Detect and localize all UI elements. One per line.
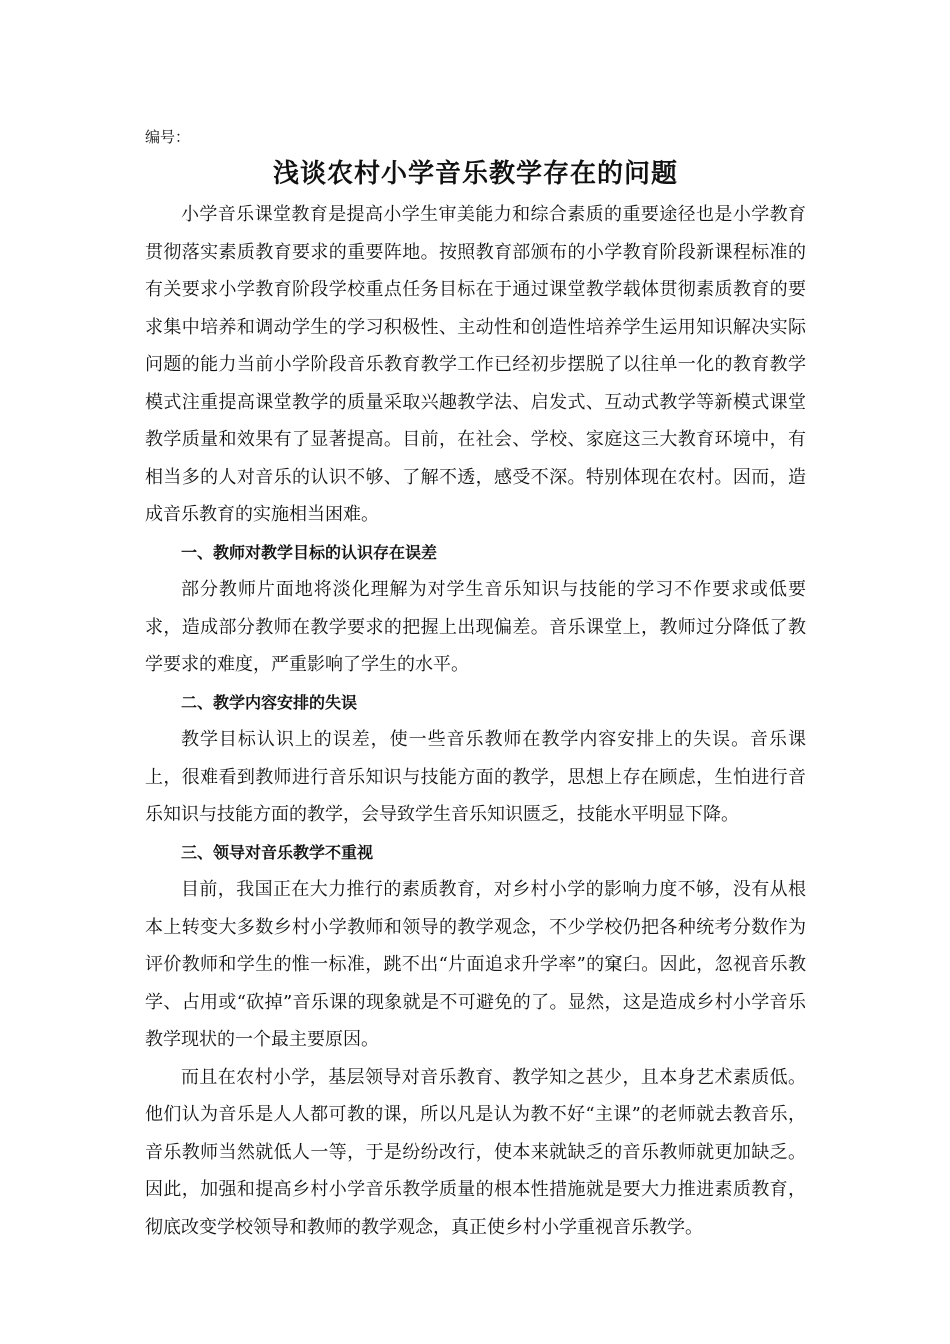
section-paragraph-3b: 而且在农村小学，基层领导对音乐教育、教学知之甚少，且本身艺术素质低。他们认为音乐是人人都可教的课，所以凡是认为教不好“主课”的老师就去教音乐，音乐教师当然就低人一等，于是纷纷改行，使本来就缺乏的音乐教师就更加缺乏。因此，加强和提高乡村小学音乐教学质量的根本性措施就是要大力推进素质教育，彻底改变学校领导和教师的教学观念，真正使乡村小学重视音乐教学。 <box>145 1066 806 1238</box>
section-heading-1: 一、教师对教学目标的认识存在误差 <box>181 542 438 562</box>
document-number-label: 编号： <box>145 128 191 146</box>
section-paragraph-3a: 目前，我国正在大力推行的素质教育，对乡村小学的影响力度不够，没有从根本上转变大多数乡村小学教师和领导的教学观念，不少学校仍把各种统考分数作为评价教师和学生的惟一标准，跳不出“片面追求升学率”的窠臼。因此，忽视音乐教学、占用或“砍掉”音乐课的现象就是不可避免的了。显然，这是造成乡村小学音乐教学现状的一个最主要原因。 <box>145 879 806 1050</box>
document-title: 浅谈农村小学音乐教学存在的问题 <box>272 159 678 189</box>
section-paragraph-2: 教学目标认识上的误差，使一些音乐教师在教学内容安排上的失误。音乐课上，很难看到教师进行音乐知识与技能方面的教学，思想上存在顾虑，生怕进行音乐知识与技能方面的教学，会导致学生音乐知识匮乏，技能水平明显下降。 <box>145 729 806 825</box>
document-page <box>145 126 806 1246</box>
section-heading-2: 二、教学内容安排的失误 <box>181 692 358 712</box>
section-heading-3: 三、领导对音乐教学不重视 <box>181 842 374 862</box>
intro-paragraph: 小学音乐课堂教育是提高小学生审美能力和综合素质的重要途径也是小学教育贯彻落实素质教育要求的重要阵地。按照教育部颁布的小学教育阶段新课程标准的有关要求小学教育阶段学校重点任务目标在于通过课堂教学载体贯彻素质教育的要求集中培养和调动学生的学习积极性、主动性和创造性培养学生运用知识解决实际问题的能力当前小学阶段音乐教育教学工作已经初步摆脱了以往单一化的教育教学模式注重提高课堂教学的质量采取兴趣教学法、启发式、互动式教学等新模式课堂教学质量和效果有了显著提高。目前，在社会、学校、家庭这三大教育环境中，有相当多的人对音乐的认识不够、了解不透，感受不深。特别体现在农村。因而，造成音乐教育的实施相当困难。 <box>145 204 806 525</box>
section-paragraph-1: 部分教师片面地将淡化理解为对学生音乐知识与技能的学习不作要求或低要求，造成部分教师在教学要求的把握上出现偏差。音乐课堂上，教师过分降低了教学要求的难度，严重影响了学生的水平。 <box>145 579 806 675</box>
